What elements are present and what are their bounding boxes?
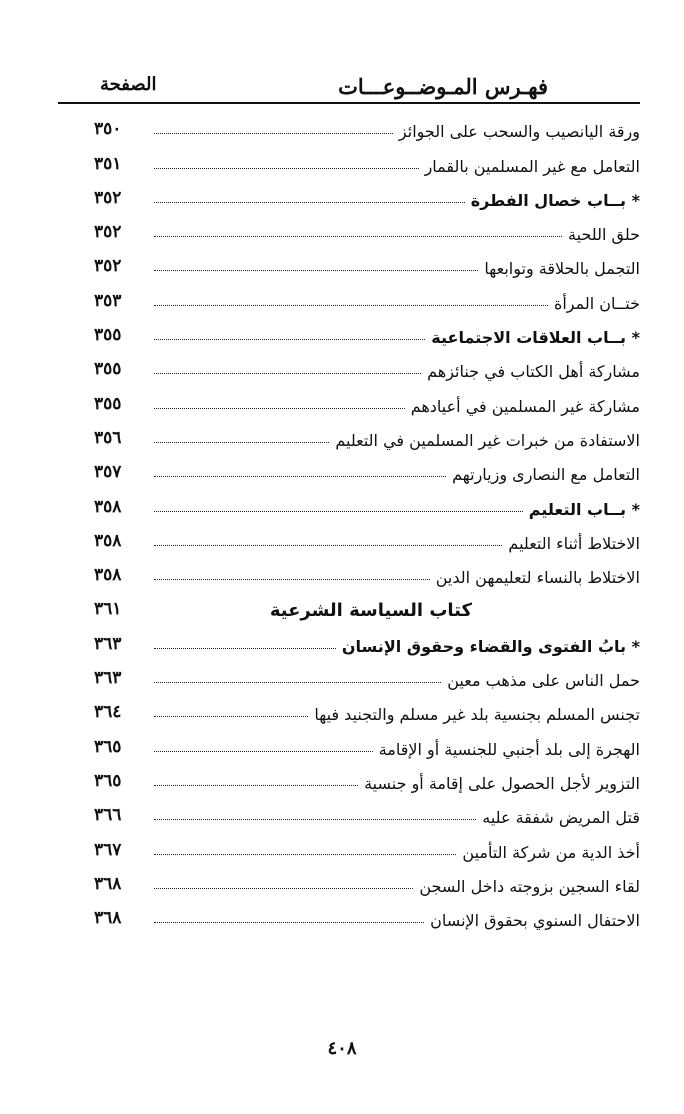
entry-page-number: ٣٥٥	[94, 325, 122, 346]
dot-leader	[154, 921, 424, 923]
index-title: فهـرس المـوضــوعـــات	[338, 74, 548, 99]
entry-page-number: ٣٥٢	[94, 256, 122, 277]
toc-book-entry	[94, 590, 640, 624]
entry-page-number: ٣٦٣	[94, 668, 122, 689]
dot-leader	[154, 372, 421, 374]
dot-leader	[154, 132, 393, 134]
dot-leader	[154, 510, 523, 512]
entry-page-number: ٣٦٤	[94, 702, 122, 723]
section-title: * بــاب التعليم	[528, 499, 640, 519]
entry-page-number: ٣٦٧	[94, 839, 122, 860]
entry-title: تجنس المسلم بجنسية بلد غير مسلم والتجنيد فيها	[314, 705, 640, 725]
entry-page-number: ٣٦٣	[94, 633, 122, 654]
entry-title: الهجرة إلى بلد أجنبي للجنسية أو الإقامة	[378, 739, 640, 759]
entry-title: الاختلاط بالنساء لتعليمهن الدين	[435, 568, 640, 588]
entry-page-number: ٣٦٨	[94, 873, 122, 894]
dot-leader	[154, 853, 456, 855]
entry-title: الاحتفال السنوي بحقوق الإنسان	[430, 911, 640, 931]
toc-entry	[94, 213, 640, 247]
entry-page-number: ٣٥٨	[94, 496, 122, 517]
dot-leader	[154, 304, 548, 306]
dot-leader	[154, 338, 425, 340]
index-header	[58, 72, 640, 104]
section-title: * بــاب العلاقات الاجتماعية	[431, 328, 640, 348]
toc-entry	[94, 556, 640, 590]
entry-title: التجمل بالحلاقة وتوابعها	[484, 259, 640, 279]
entry-title: لقاء السجين بزوجته داخل السجن	[419, 876, 640, 896]
dot-leader	[154, 578, 430, 580]
dot-leader	[154, 475, 446, 477]
dot-leader	[154, 647, 336, 649]
entry-title: الاختلاط أثناء التعليم	[508, 533, 640, 553]
entry-page-number: ٣٦٦	[94, 805, 122, 826]
entry-page-number: ٣٥٨	[94, 565, 122, 586]
page-number: ٤٠٨	[327, 1038, 357, 1059]
toc-entry	[94, 384, 640, 418]
toc-section-entry	[94, 179, 640, 213]
section-title: * بابُ الفتوى والقضاء وحقوق الإنسان	[341, 636, 640, 656]
entry-page-number: ٣٥٣	[94, 290, 122, 311]
entry-page-number: ٣٥٨	[94, 530, 122, 551]
entry-title: مشاركة غير المسلمين في أعيادهم	[410, 396, 640, 416]
dot-leader	[154, 750, 373, 752]
dot-leader	[154, 201, 465, 203]
entry-page-number: ٣٥٦	[94, 427, 122, 448]
toc-entry	[94, 522, 640, 556]
entry-title: الاستفادة من خبرات غير المسلمين في التعليم	[335, 430, 640, 450]
entry-title: ختــان المرأة	[553, 293, 640, 313]
entry-title: ورقة اليانصيب والسحب على الجوائز	[398, 122, 640, 142]
dot-leader	[154, 269, 478, 271]
entry-title: التعامل مع غير المسلمين بالقمار	[424, 156, 640, 176]
entry-title: مشاركة أهل الكتاب في جنائزهم	[427, 362, 640, 382]
toc-entry	[94, 419, 640, 453]
book-title: كتاب السياسة الشرعية	[269, 600, 472, 622]
toc-section-entry	[94, 624, 640, 658]
dot-leader	[154, 818, 476, 820]
toc-entry	[94, 247, 640, 281]
section-title: * بــاب خصال الفطرة	[470, 190, 640, 210]
entry-page-number: ٣٦٥	[94, 770, 122, 791]
entry-page-number: ٣٥٢	[94, 222, 122, 243]
dot-leader	[154, 887, 413, 889]
toc-section-entry	[94, 316, 640, 350]
entry-page-number: ٣٦٨	[94, 908, 122, 929]
toc-entry	[94, 899, 640, 933]
entry-page-number: ٣٦١	[94, 599, 122, 620]
dot-leader	[154, 715, 308, 717]
toc-section-entry	[94, 487, 640, 521]
toc-entry	[94, 727, 640, 761]
dot-leader	[154, 407, 405, 409]
entry-title: أخذ الدية من شركة التأمين	[462, 842, 640, 862]
entry-page-number: ٣٥١	[94, 153, 122, 174]
dot-leader	[154, 441, 329, 443]
entry-page-number: ٣٥٢	[94, 187, 122, 208]
toc-entry	[94, 796, 640, 830]
dot-leader	[154, 544, 502, 546]
toc-entry	[94, 830, 640, 864]
toc-entry	[94, 659, 640, 693]
entry-page-number: ٣٥٧	[94, 462, 122, 483]
page-column-label: الصفحة	[100, 74, 157, 95]
toc-entry	[94, 350, 640, 384]
table-of-contents	[94, 110, 640, 933]
dot-leader	[154, 167, 419, 169]
toc-entry	[94, 281, 640, 315]
entry-title: التزوير لأجل الحصول على إقامة أو جنسية	[364, 773, 640, 793]
toc-entry	[94, 762, 640, 796]
toc-entry	[94, 144, 640, 178]
entry-title: قتل المريض شفقة عليه	[482, 808, 640, 828]
dot-leader	[154, 681, 441, 683]
entry-page-number: ٣٥٠	[94, 119, 122, 140]
toc-entry	[94, 865, 640, 899]
entry-page-number: ٣٥٥	[94, 393, 122, 414]
dot-leader	[154, 235, 562, 237]
entry-title: حمل الناس على مذهب معين	[447, 671, 640, 691]
entry-title: حلق اللحية	[568, 225, 640, 245]
entry-title: التعامل مع النصارى وزيارتهم	[452, 465, 640, 485]
toc-entry	[94, 453, 640, 487]
toc-entry	[94, 693, 640, 727]
entry-page-number: ٣٦٥	[94, 736, 122, 757]
dot-leader	[154, 784, 358, 786]
toc-entry	[94, 110, 640, 144]
entry-page-number: ٣٥٥	[94, 359, 122, 380]
